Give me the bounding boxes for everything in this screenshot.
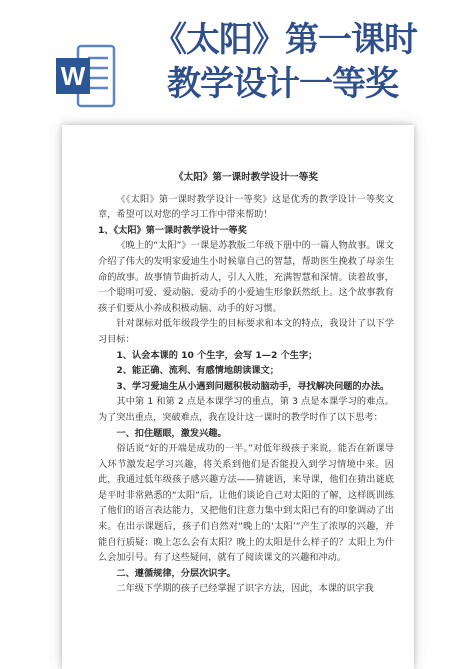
goal-item: 2、能正确、流利、有感情地朗读课文； bbox=[116, 365, 279, 377]
banner-title bbox=[153, 18, 471, 106]
subsection-heading: 一、扣住题眼，激发兴趣。 bbox=[116, 427, 227, 439]
document-content bbox=[98, 170, 394, 597]
body-paragraph: 其中第 1 和第 2 点是本课学习的重点，第 3 点是本课学习的难点。为了突出重点，突破难点，我在设计这一课时的教学时作了以下思考： bbox=[98, 396, 394, 423]
body-paragraph: 俗话说“好的开端是成功的一半。”对低年级孩子来说，能否在新课导入环节激发起学习兴趣，将关系到他们是否能投入到学习情境中来。因此，我通过低年级孩子感兴趣方法——猜谜语，来导课，他们在猜出谜底是平时非常熟悉的“太阳”后，让他们谈论自己对太阳的了解，这样既训练了他们的语言表达能力，又把他们注意力集中到太阳已有的印象调动了出来。在出示课题后，孩子们自然对“晚上的‘太阳’”产生了浓厚的兴趣，并能自行质疑：晚上怎么会有太阳？晚上的太阳是什么样子的？太阳上为什么会加引号。有了这些疑问，就有了阅读课文的兴趣和冲动。 bbox=[98, 443, 394, 564]
banner-title-line-2: 教学设计一等奖 bbox=[167, 64, 398, 104]
goal-item: 1、认会本课的 10 个生字，会写 1—2 个生字； bbox=[116, 349, 318, 361]
word-doc-icon bbox=[56, 44, 116, 108]
body-paragraph: 二年级下学期的孩子已经掌握了识字方法，因此，本课的识字我 bbox=[116, 583, 374, 595]
document-page bbox=[62, 125, 414, 669]
section-heading: 1、《太阳》第一课时教学设计一等奖 bbox=[98, 224, 247, 236]
banner bbox=[0, 0, 474, 104]
intro-paragraph: 《《太阳》第一课时教学设计一等奖》这是优秀的教学设计一等奖文章，希望可以对您的学习工作中带来帮助！ bbox=[98, 193, 394, 221]
goal-item: 3、学习爱迪生从小遇到问题积极动脑动手，寻找解决问题的办法。 bbox=[116, 380, 390, 392]
banner-title-line-1: 《太阳》第一课时 bbox=[153, 20, 417, 60]
subsection-heading: 二、遵循规律，分层次识字。 bbox=[116, 567, 236, 579]
document-title: 《太阳》第一课时教学设计一等奖 bbox=[174, 172, 318, 183]
body-paragraph: 《晚上的“太阳”》一课是苏教版二年级下册中的一篇人物故事。课文介绍了伟大的发明家爱迪生小时候靠自己的智慧，帮助医生挽救了母亲生命的故事。故事情节曲折动人，引人入胜，充满智慧和深情。读着故事，一个聪明可爱、爱动脑、爱动手的小爱迪生形象跃然纸上。这个故事教育孩子们要从小养成积极动脑、动手的好习惯。 bbox=[98, 240, 394, 314]
word-icon-letter: W bbox=[60, 61, 86, 91]
body-paragraph: 针对课标对低年级段学生的目标要求和本文的特点，我设计了以下学习目标： bbox=[98, 318, 394, 345]
